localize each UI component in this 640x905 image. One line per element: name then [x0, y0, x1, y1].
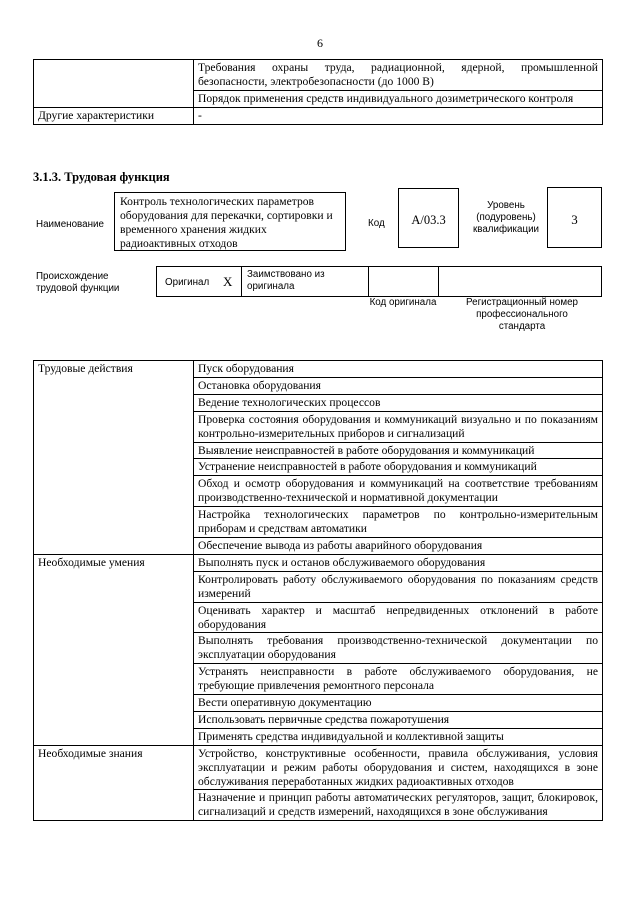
code-value: A/03.3 — [398, 188, 459, 248]
group-label: Трудовые действия — [34, 361, 194, 555]
group-label: Необходимые умения — [34, 554, 194, 745]
level-label: Уровень (подуровень) квалификации — [472, 200, 540, 236]
table-row — [34, 361, 603, 378]
divider — [368, 267, 369, 296]
level-value: 3 — [547, 187, 602, 248]
table-cell: Остановка оборудования — [194, 377, 603, 394]
table-cell: Устройство, конструктивные особенности, правила обслуживания, условия эксплуатации и режим работы оборудования и систем, находящихся в зоне обслуживания переработанных жидких радиоактивных отходов — [194, 745, 603, 790]
table-row — [34, 745, 603, 790]
table-row — [34, 107, 603, 124]
original-mark: X — [223, 274, 233, 289]
reg-number-caption: Регистрационный номер профессионального стандарта — [466, 297, 578, 333]
original-label: Оригинал — [165, 277, 210, 288]
table-cell: Обход и осмотр оборудования и коммуникаций на соответствие требованиям производственно-технической и нормативной документации — [194, 476, 603, 507]
table-cell: Выполнять требования производственно-технической документации по эксплуатации оборудования — [194, 633, 603, 664]
table-cell: Оценивать характер и масштаб непредвиденных отклонений в работе оборудования — [194, 602, 603, 633]
table-cell: Использовать первичные средства пожаротушения — [194, 711, 603, 728]
table-cell: Обеспечение вывода из работы аварийного оборудования — [194, 537, 603, 554]
group-label: Необходимые знания — [34, 745, 194, 821]
divider — [241, 267, 242, 296]
table-cell: Выявление неисправностей в работе оборудования и коммуникаций — [194, 442, 603, 459]
table-cell: Устранять неисправности в работе обслуживаемого оборудования, не требующие привлечения ремонтного персонала — [194, 664, 603, 695]
table-cell: Настройка технологических параметров по контрольно-измерительным приборам и средствам автоматики — [194, 507, 603, 538]
table-row — [34, 60, 603, 91]
section-heading: 3.1.3. Трудовая функция — [33, 170, 170, 184]
table-cell: Вести оперативную документацию — [194, 695, 603, 712]
table-cell: Ведение технологических процессов — [194, 394, 603, 411]
table-cell: Устранение неисправностей в работе оборудования и коммуникаций — [194, 459, 603, 476]
table-cell: Проверка состояния оборудования и коммуникаций визуально и по показаниям контрольно-измерительных приборов и сигнализаций — [194, 411, 603, 442]
borrowed-label: Заимствовано из оригинала — [247, 269, 325, 293]
code-label: Код — [368, 218, 385, 229]
name-label: Наименование — [36, 219, 104, 230]
table-cell: - — [194, 107, 603, 124]
name-value: Контроль технологических параметров оборудования для перекачки, сортировки и временного хранения жидких радиоактивных отходов — [114, 192, 346, 251]
top-table — [33, 59, 603, 125]
page-number: 6 — [317, 36, 323, 50]
table-row — [34, 554, 603, 571]
table-cell: Требования охраны труда, радиационной, ядерной, промышленной безопасности, электробезопасности (до 1000 В) — [194, 60, 603, 91]
table-cell: Применять средства индивидуальной и коллективной защиты — [194, 728, 603, 745]
labor-function-table — [33, 360, 603, 821]
origin-label: Происхождение трудовой функции — [36, 271, 120, 295]
table-cell: Назначение и принцип работы автоматических регуляторов, защит, блокировок, сигнализаций и средств измерений, находящихся в зоне обслуживания — [194, 790, 603, 821]
empty-label-cell — [34, 60, 194, 108]
table-cell: Выполнять пуск и останов обслуживаемого оборудования — [194, 554, 603, 571]
divider — [438, 267, 439, 296]
origin-box — [156, 266, 602, 297]
table-cell: Контролировать работу обслуживаемого оборудования по показаниям средств измерений — [194, 571, 603, 602]
table-cell: Пуск оборудования — [194, 361, 603, 378]
other-characteristics-label: Другие характеристики — [34, 107, 194, 124]
code-original-caption: Код оригинала — [369, 297, 437, 308]
table-cell: Порядок применения средств индивидуального дозиметрического контроля — [194, 90, 603, 107]
